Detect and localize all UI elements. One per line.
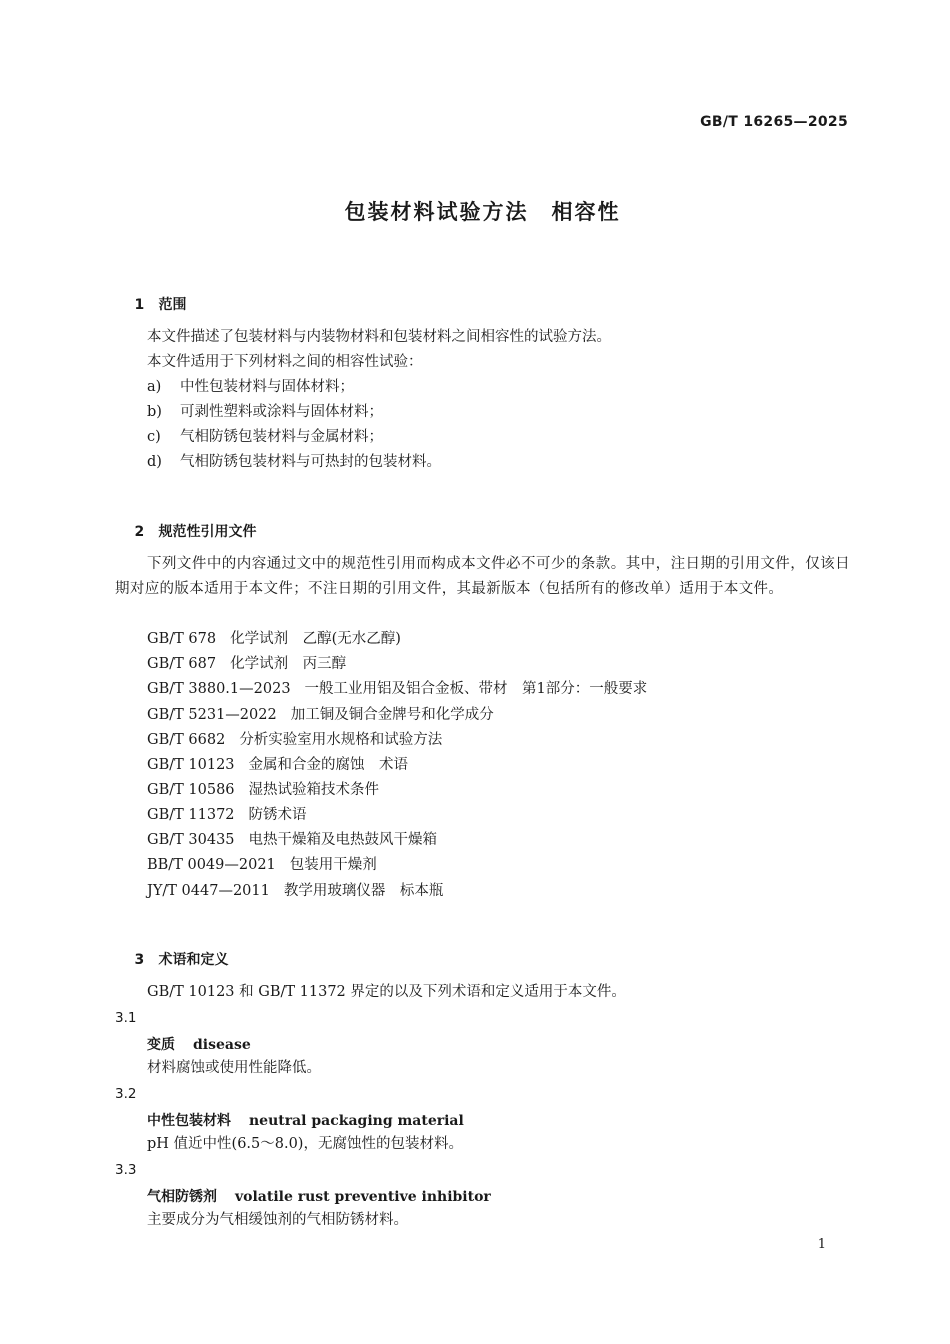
reference-title: 包装用干燥剂 [289, 857, 377, 873]
term-name-zh: 气相防锈剂 [147, 1189, 217, 1205]
reference-title: 教学用玻璃仪器 标本瓶 [283, 883, 444, 899]
list-text: 气相防锈包装材料与可热封的包装材料。 [180, 454, 441, 470]
term-name-en: volatile rust preventive inhibitor [235, 1189, 491, 1205]
list-marker: d) [147, 454, 162, 470]
reference-code: GB/T 30435 [147, 832, 235, 848]
reference-code: JY/T 0447—2011 [147, 883, 270, 899]
term-name-en: neutral packaging material [249, 1113, 464, 1129]
list-item [147, 375, 354, 400]
reference-code: GB/T 5231—2022 [147, 707, 277, 723]
list-marker: b) [147, 404, 162, 420]
scope-paragraph-1: 本文件描述了包装材料与内装物材料和包装材料之间相容性的试验方法。 [147, 329, 611, 345]
section-2-heading [115, 505, 257, 557]
list-marker: a) [147, 379, 162, 395]
section-title: 规范性引用文件 [158, 524, 257, 540]
reference-title: 化学试剂 乙醇(无水乙醇) [230, 631, 401, 647]
reference-code: GB/T 11372 [147, 807, 235, 823]
section-title: 术语和定义 [158, 952, 229, 968]
term-definition: 材料腐蚀或使用性能降低。 [147, 1060, 321, 1076]
reference-title: 电热干燥箱及电热鼓风干燥箱 [248, 832, 438, 848]
page-number: 1 [817, 1237, 826, 1252]
section-number: 1 [134, 297, 145, 313]
reference-item [147, 803, 307, 828]
reference-code: GB/T 10123 [147, 757, 235, 773]
list-item [147, 450, 441, 475]
term-definition: 主要成分为气相缓蚀剂的气相防锈材料。 [147, 1212, 408, 1228]
term-definition: pH 值近中性(6.5～8.0)，无腐蚀性的包装材料。 [147, 1136, 463, 1152]
reference-item [147, 853, 377, 878]
term-name [147, 1110, 464, 1130]
reference-code: GB/T 3880.1—2023 [147, 681, 291, 697]
section-title: 范围 [158, 297, 187, 313]
list-text: 中性包装材料与固体材料； [180, 379, 354, 395]
normative-references-intro: 下列文件中的内容通过文中的规范性引用而构成本文件必不可少的条款。其中，注日期的引用文件，仅该日期对应的版本适用于本文件；不注日期的引用文件，其最新版本（包括所有的修改单）适用于本文件。 [115, 556, 850, 597]
reference-code: GB/T 10586 [147, 782, 235, 798]
reference-item [147, 728, 442, 753]
list-marker: c) [147, 429, 161, 445]
section-number: 2 [134, 524, 145, 540]
list-text: 气相防锈包装材料与金属材料； [180, 429, 383, 445]
section-number: 3 [134, 952, 145, 968]
reference-item [147, 879, 443, 904]
term-number: 3.3 [115, 1162, 137, 1178]
list-text: 可剥性塑料或涂料与固体材料； [180, 404, 383, 420]
term-number: 3.1 [115, 1010, 137, 1026]
reference-title: 湿热试验箱技术条件 [248, 782, 380, 798]
reference-code: GB/T 687 [147, 656, 217, 672]
reference-item [147, 778, 379, 803]
reference-title: 防锈术语 [248, 807, 307, 823]
section-3-heading [115, 933, 229, 985]
term-name [147, 1186, 491, 1206]
reference-item [147, 828, 437, 853]
reference-item [147, 753, 408, 778]
document-title: 包装材料试验方法 相容性 [344, 200, 621, 224]
term-name-zh: 中性包装材料 [147, 1113, 231, 1129]
section-1-heading [115, 278, 187, 330]
reference-code: GB/T 6682 [147, 732, 226, 748]
reference-item [147, 703, 494, 728]
reference-title: 分析实验室用水规格和试验方法 [239, 732, 443, 748]
reference-title: 化学试剂 丙三醇 [230, 656, 347, 672]
reference-title: 一般工业用铝及铝合金板、带材 第1部分：一般要求 [304, 681, 648, 697]
term-name-zh: 变质 [147, 1037, 175, 1053]
term-name-en: disease [193, 1037, 251, 1053]
terms-intro: GB/T 10123 和 GB/T 11372 界定的以及下列术语和定义适用于本文件。 [147, 984, 626, 1000]
scope-paragraph-2: 本文件适用于下列材料之间的相容性试验： [147, 354, 423, 370]
reference-title: 加工铜及铜合金牌号和化学成分 [290, 707, 494, 723]
list-item [147, 425, 383, 450]
standard-number: GB/T 16265—2025 [700, 114, 848, 130]
reference-item [147, 627, 401, 652]
reference-code: GB/T 678 [147, 631, 217, 647]
reference-item [147, 677, 647, 702]
reference-code: BB/T 0049—2021 [147, 857, 276, 873]
term-number: 3.2 [115, 1086, 137, 1102]
reference-title: 金属和合金的腐蚀 术语 [248, 757, 409, 773]
reference-item [147, 652, 346, 677]
list-item [147, 400, 383, 425]
term-name [147, 1034, 251, 1054]
